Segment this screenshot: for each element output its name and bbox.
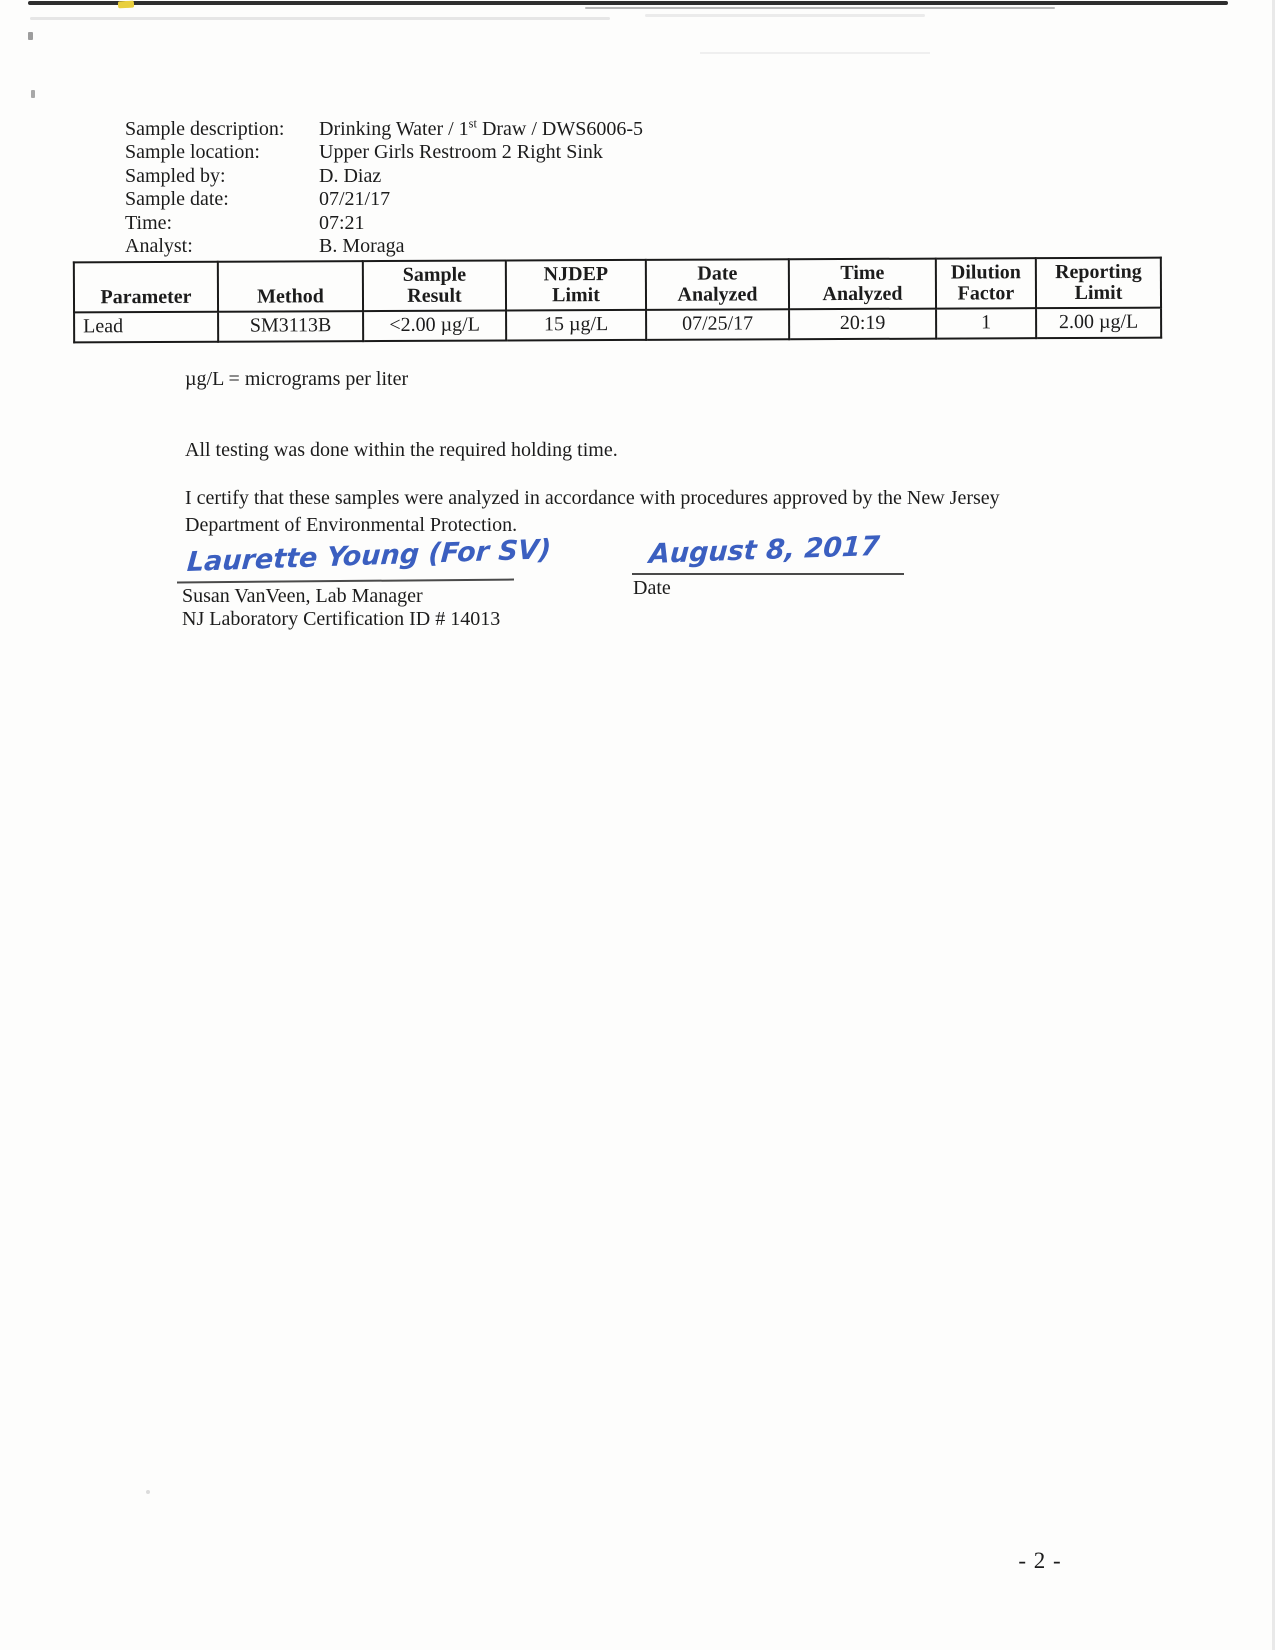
cell-njdep-limit: 15 µg/L: [506, 310, 646, 341]
header-time-analyzed: Time Analyzed: [789, 259, 936, 310]
sample-info-label: Time:: [125, 211, 173, 234]
header-reporting-limit: Reporting Limit: [1036, 258, 1161, 309]
sample-info-row: [125, 235, 643, 258]
signer-name: Susan VanVeen, Lab Manager: [182, 585, 423, 607]
certification-statement: I certify that these samples were analyzed in accordance with procedures approved by the New Jersey Department of Environmental Protection.: [185, 487, 1000, 536]
sample-info-label: Sample location:: [125, 141, 260, 164]
cell-time-analyzed: 20:19: [789, 309, 936, 340]
header-method: Method: [218, 261, 363, 312]
results-table-header-row: [74, 258, 1161, 313]
sample-info-value: 07/21/17: [319, 188, 391, 211]
cell-reporting-limit: 2.00 µg/L: [1036, 308, 1161, 339]
sample-info-value: Upper Girls Restroom 2 Right Sink: [319, 141, 603, 164]
results-table: [73, 257, 1162, 344]
date-handwriting: August 8, 2017: [648, 530, 881, 570]
header-njdep-limit: NJDEP Limit: [506, 260, 646, 311]
sample-info-label: Sample description:: [125, 118, 285, 140]
scan-artifact-smudge: [30, 17, 610, 20]
sample-info-row: [125, 212, 643, 235]
cell-parameter: Lead: [74, 312, 218, 343]
sample-info-row: [125, 165, 643, 188]
unit-definition-note: µg/L = micrograms per liter: [185, 368, 409, 390]
scan-artifact-smudge: [700, 52, 930, 54]
scan-artifact-speck: [31, 90, 35, 98]
header-parameter: Parameter: [74, 262, 218, 313]
sample-info-row: [125, 188, 643, 211]
sample-info-label: Sample date:: [125, 188, 229, 211]
page-number: - 2 -: [1018, 1548, 1062, 1573]
date-label: Date: [633, 577, 671, 599]
table-row: [74, 308, 1161, 343]
scan-artifact-smudge: [645, 14, 925, 17]
date-line: [632, 573, 904, 575]
holding-time-note: All testing was done within the required holding time.: [185, 439, 618, 461]
sample-info-label: Analyst:: [125, 235, 193, 258]
signature-line: [177, 579, 514, 584]
sample-info: [125, 118, 643, 258]
signature-handwriting: Laurette Young (For SV): [186, 534, 553, 578]
sample-info-label: Sampled by:: [125, 164, 226, 187]
header-date-analyzed: Date Analyzed: [646, 259, 789, 310]
header-sample-result: Sample Result: [363, 260, 506, 311]
cell-sample-result: <2.00 µg/L: [363, 310, 506, 341]
lab-certification-id: NJ Laboratory Certification ID # 14013: [182, 608, 501, 630]
sample-info-value: Drinking Water / 1st Draw / DWS6006-5: [319, 116, 644, 140]
cell-dilution-factor: 1: [936, 308, 1036, 338]
scan-artifact-top-line-2: [585, 7, 1055, 9]
scan-artifact-yellow-speck: [118, 1, 134, 9]
header-dilution-factor: Dilution Factor: [936, 258, 1036, 308]
scan-artifact-speck: [28, 32, 33, 40]
sample-info-value: 07:21: [319, 211, 365, 234]
sample-info-value: D. Diaz: [319, 164, 382, 187]
scan-artifact-top-line: [28, 1, 1228, 5]
superscript-ordinal: st: [468, 116, 477, 131]
scan-artifact-speck: [146, 1490, 150, 1494]
sample-info-row: [125, 141, 643, 164]
cell-date-analyzed: 07/25/17: [646, 309, 789, 340]
cell-method: SM3113B: [218, 311, 363, 342]
sample-info-row: [125, 118, 643, 141]
sample-info-value: B. Moraga: [319, 235, 405, 258]
